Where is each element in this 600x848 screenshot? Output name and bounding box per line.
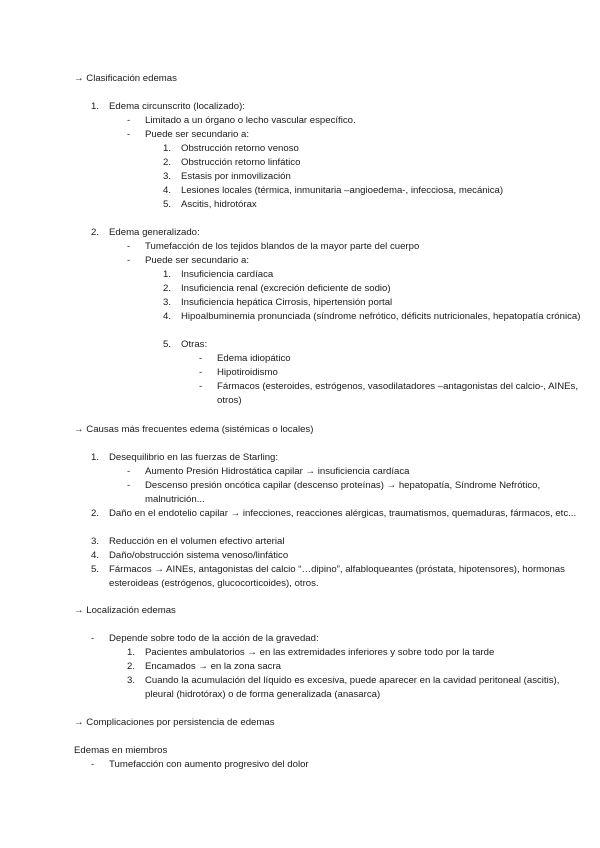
bullet-text: Depende sobre todo de la acción de la gravedad: [109, 633, 319, 644]
list-number: 4. [163, 311, 172, 322]
bullet-text: Edema idiopático [217, 353, 291, 364]
bullet: - [127, 480, 131, 491]
list-item: Hipoalbuminemia pronunciada (síndrome nefrótico, déficits nutricionales, hepatopatía crónica) [181, 311, 581, 322]
list-number: 2. [91, 227, 100, 238]
list-number: 5. [163, 339, 172, 350]
section-heading-causas: → Causas más frecuentes edema (sistémicas o locales) [74, 424, 314, 435]
list-number: 3. [163, 171, 172, 182]
list-number: 1. [163, 143, 172, 154]
bullet: - [127, 129, 131, 140]
list-item: Lesiones locales (térmica, inmunitaria –angioedema-, infecciosa, mecánica) [181, 185, 504, 196]
subheading: Edemas en miembros [74, 745, 168, 756]
list-item: Fármacos → AINEs, antagonistas del calcio “…dipino”, alfabloqueantes (próstata, hipotensores), hormonas esteroideas (estrógenos, glucocorticoides), otros. [109, 564, 565, 589]
list-item: Obstrucción retorno venoso [181, 143, 299, 154]
section-heading-complicaciones: → Complicaciones por persistencia de edemas [74, 717, 275, 728]
list-number: 1. [91, 101, 100, 112]
list-number: 4. [163, 185, 172, 196]
bullet-text: Limitado a un órgano o lecho vascular específico. [145, 115, 356, 126]
bullet: - [199, 353, 203, 364]
list-item: Otras: [181, 339, 208, 350]
list-number: 3. [127, 675, 136, 686]
list-number: 4. [91, 550, 100, 561]
list-item-title: Edema circunscrito (localizado): [109, 101, 245, 112]
bullet: - [127, 241, 131, 252]
list-item: Insuficiencia renal (excreción deficiente de sodio) [181, 283, 391, 294]
list-item: Estasis por inmovilización [181, 171, 291, 182]
list-item: Encamados → en la zona sacra [145, 661, 281, 672]
bullet: - [91, 759, 95, 770]
section-heading-localizacion: → Localización edemas [74, 605, 176, 616]
bullet-text: Tumefacción con aumento progresivo del dolor [109, 759, 309, 770]
list-item: Pacientes ambulatorios → en las extremidades inferiores y sobre todo por la tarde [145, 647, 495, 658]
bullet-text: Tumefacción de los tejidos blandos de la mayor parte del cuerpo [145, 241, 420, 252]
bullet-text: Puede ser secundario a: [145, 255, 249, 266]
list-number: 2. [91, 508, 100, 519]
list-item: Obstrucción retorno linfático [181, 157, 301, 168]
list-number: 2. [127, 661, 136, 672]
list-number: 5. [163, 199, 172, 210]
bullet-text: Aumento Presión Hidrostática capilar → insuficiencia cardíaca [145, 466, 410, 477]
bullet: - [127, 255, 131, 266]
bullet: - [127, 466, 131, 477]
list-item: Daño/obstrucción sistema venoso/linfático [109, 550, 289, 561]
list-number: 3. [163, 297, 172, 308]
bullet: - [127, 115, 131, 126]
bullet-text: Fármacos (esteroides, estrógenos, vasodilatadores –antagonistas del calcio-, AINEs, otros) [217, 381, 579, 406]
bullet-text: Hipotiroidismo [217, 367, 278, 378]
bullet: - [91, 633, 95, 644]
list-number: 5. [91, 564, 100, 575]
list-item: Insuficiencia cardíaca [181, 269, 274, 280]
bullet-text: Puede ser secundario a: [145, 129, 249, 140]
list-item: Daño en el endotelio capilar → infecciones, reacciones alérgicas, traumatismos, quemaduras, fármacos, etc... [109, 508, 577, 519]
list-item: Insuficiencia hepática Cirrosis, hipertensión portal [181, 297, 393, 308]
list-number: 1. [127, 647, 136, 658]
list-number: 1. [91, 452, 100, 463]
list-number: 2. [163, 157, 172, 168]
bullet: - [199, 381, 203, 392]
list-number: 2. [163, 283, 172, 294]
list-item: Cuando la acumulación del líquido es excesiva, puede aparecer en la cavidad peritoneal (ascitis), pleural (hidrotórax) o de forma generalizada (anasarca) [145, 675, 560, 700]
list-number: 3. [91, 536, 100, 547]
list-item: Ascitis, hidrotórax [181, 199, 257, 210]
list-item-title: Edema generalizado: [109, 227, 200, 238]
bullet: - [199, 367, 203, 378]
list-number: 1. [163, 269, 172, 280]
list-item: Desequilibrio en las fuerzas de Starling: [109, 452, 279, 463]
bullet-text: Descenso presión oncótica capilar (descenso proteínas) → hepatopatía, Síndrome Nefrótico, malnutrición... [145, 480, 541, 505]
section-heading-clasificacion: → Clasificación edemas [74, 73, 177, 84]
list-item: Reducción en el volumen efectivo arterial [109, 536, 285, 547]
